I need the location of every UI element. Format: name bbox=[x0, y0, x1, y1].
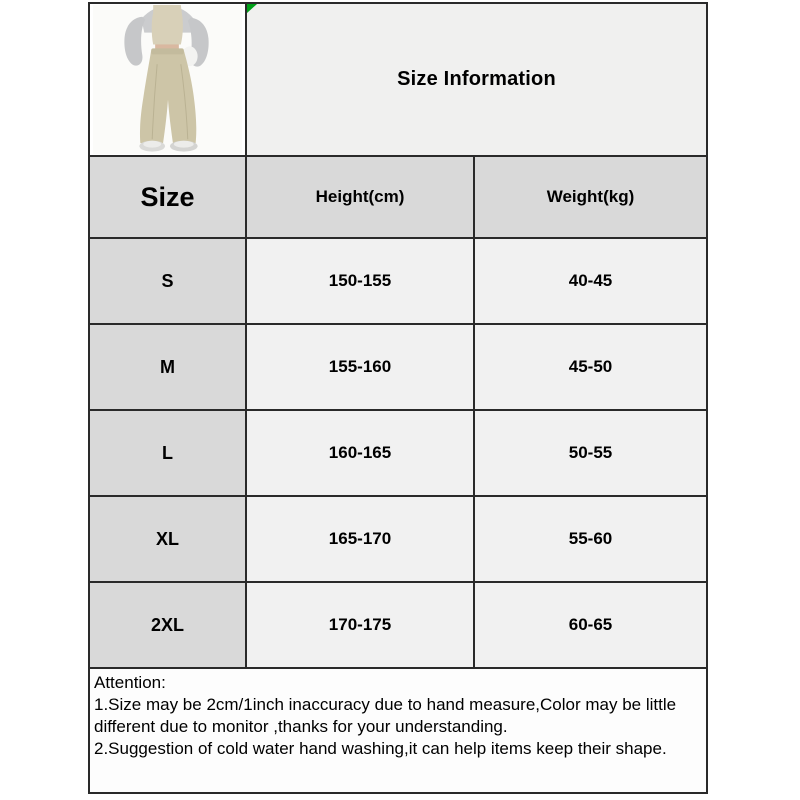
title-row bbox=[90, 4, 706, 157]
size-label: XL bbox=[90, 497, 247, 581]
table-row-xl bbox=[90, 497, 706, 583]
attention-title: Attention: bbox=[94, 673, 166, 692]
size-label: L bbox=[90, 411, 247, 495]
page-title: Size Information bbox=[397, 68, 556, 90]
product-photo bbox=[90, 4, 245, 155]
column-header-height: Height(cm) bbox=[247, 157, 475, 237]
height-value: 150-155 bbox=[247, 239, 475, 323]
attention-box bbox=[90, 669, 706, 792]
table-row-m bbox=[90, 325, 706, 411]
table-row-s bbox=[90, 239, 706, 325]
size-label: 2XL bbox=[90, 583, 247, 667]
attention-note-2: 2.Suggestion of cold water hand washing,it can help items keep their shape. bbox=[94, 739, 667, 759]
size-label: S bbox=[90, 239, 247, 323]
height-value: 155-160 bbox=[247, 325, 475, 409]
size-information-header-cell bbox=[247, 4, 706, 155]
size-label: M bbox=[90, 325, 247, 409]
table-header-row bbox=[90, 157, 706, 239]
weight-value: 60-65 bbox=[475, 583, 706, 667]
table-row-l bbox=[90, 411, 706, 497]
product-photo-cell bbox=[90, 4, 247, 155]
height-value: 160-165 bbox=[247, 411, 475, 495]
column-header-size: Size bbox=[90, 157, 247, 237]
weight-value: 40-45 bbox=[475, 239, 706, 323]
weight-value: 45-50 bbox=[475, 325, 706, 409]
height-value: 165-170 bbox=[247, 497, 475, 581]
column-header-weight: Weight(kg) bbox=[475, 157, 706, 237]
size-chart-sheet bbox=[88, 2, 708, 794]
height-value: 170-175 bbox=[247, 583, 475, 667]
green-corner-marker bbox=[247, 4, 257, 13]
weight-value: 55-60 bbox=[475, 497, 706, 581]
table-row-2xl bbox=[90, 583, 706, 669]
attention-note-1: 1.Size may be 2cm/1inch inaccuracy due to hand measure,Color may be little different due to monitor ,thanks for your understanding. bbox=[94, 695, 677, 737]
weight-value: 50-55 bbox=[475, 411, 706, 495]
